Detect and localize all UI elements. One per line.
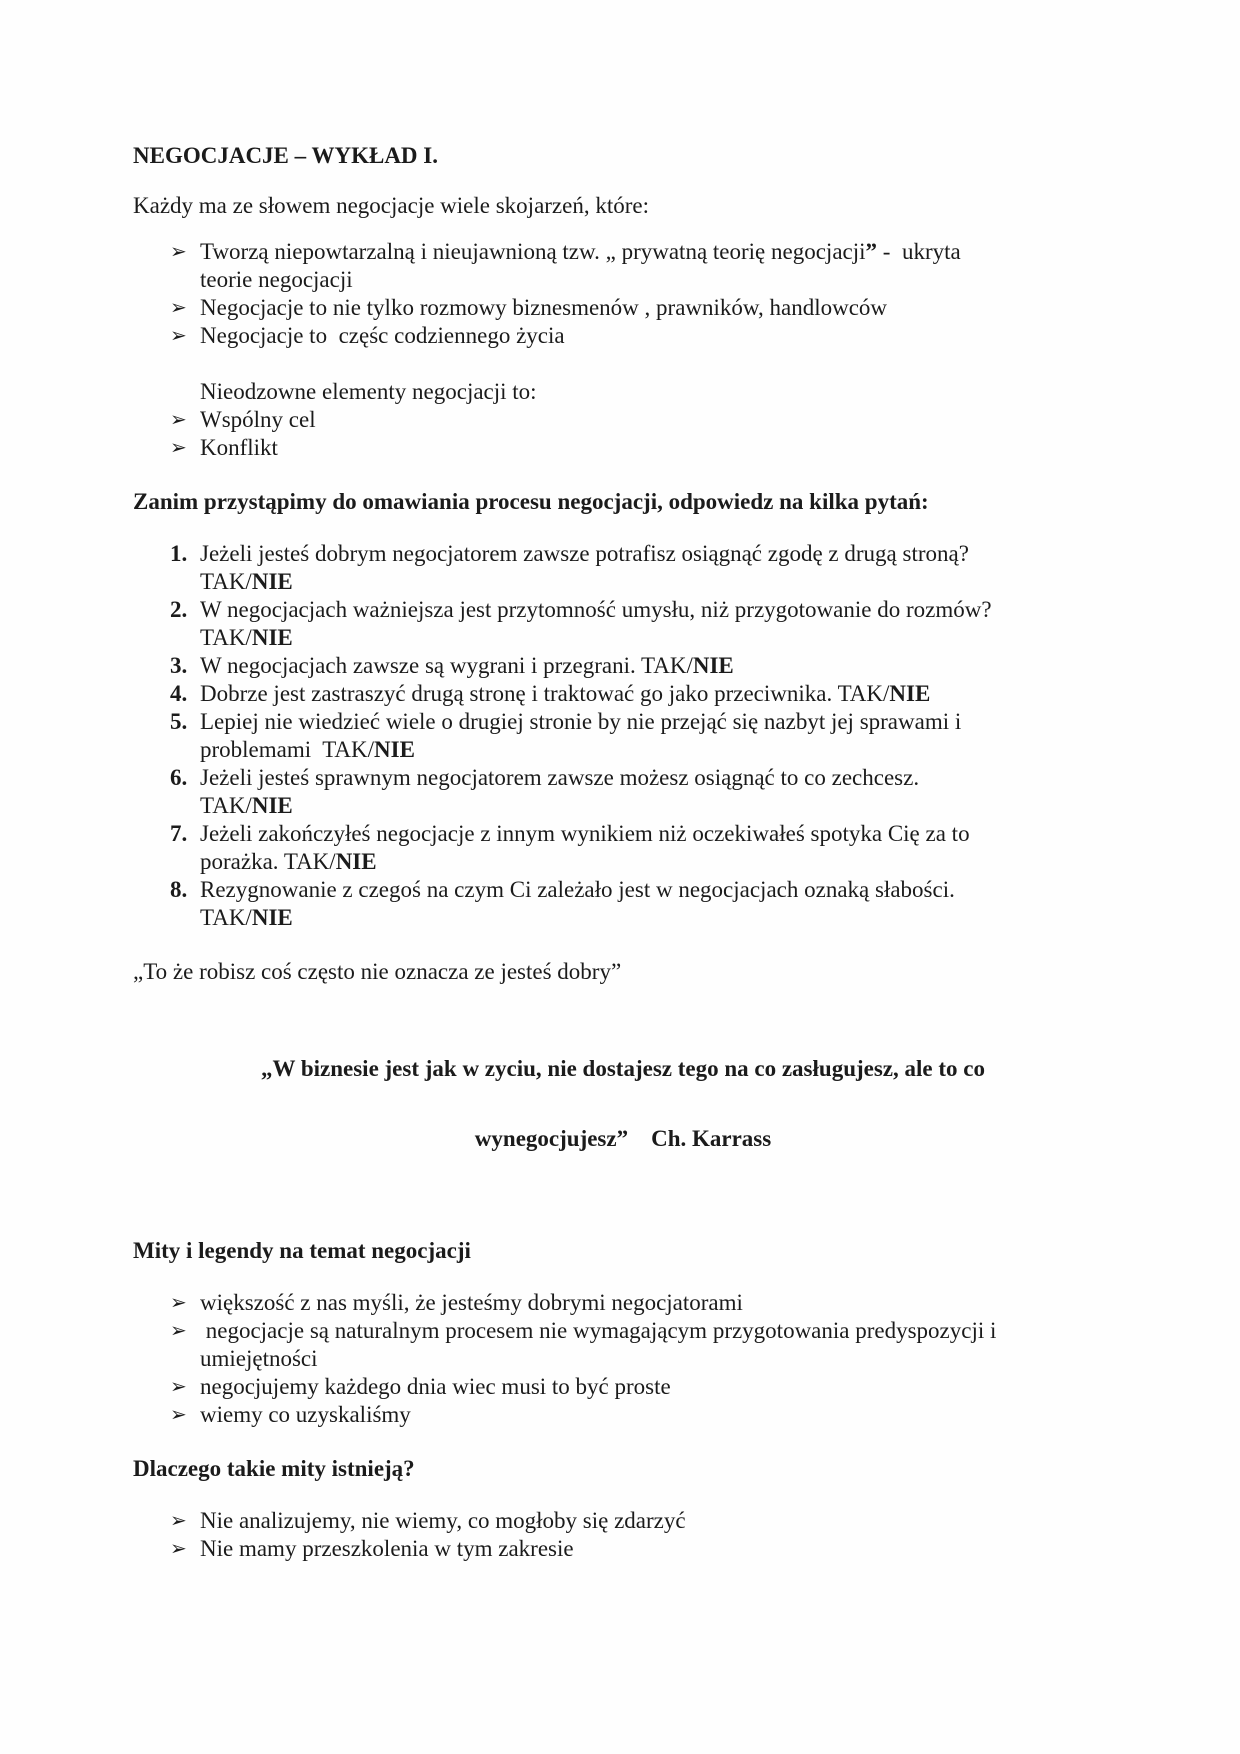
- element-item: [133, 406, 1090, 434]
- question-item: [133, 652, 1090, 680]
- question-item-text: W negocjacjach ważniejsza jest przytomność umysłu, niż przygotowanie do rozmów? TAK/NIE: [200, 597, 992, 650]
- myth-item: [133, 1317, 1090, 1373]
- why-heading: Dlaczego takie mity istnieją?: [133, 1456, 415, 1481]
- myths-list: [133, 1289, 1090, 1429]
- elements-intro: Nieodzowne elementy negocjacji to:: [200, 379, 537, 404]
- association-item: [133, 238, 1090, 294]
- arrow-bullet-icon: ➢: [170, 409, 187, 431]
- question-item-text: Rezygnowanie z czegoś na czym Ci zależało jest w negocjacjach oznaką słabości. TAK/NIE: [200, 877, 955, 930]
- myth-item: [133, 1401, 1090, 1429]
- myth-item-text: negocjacje są naturalnym procesem nie wymagającym przygotowania predyspozycji i umiejętności: [200, 1318, 997, 1371]
- intro-paragraph: Każdy ma ze słowem negocjacje wiele skojarzeń, które:: [133, 193, 649, 218]
- arrow-bullet-icon: ➢: [170, 437, 187, 459]
- list-number: 8.: [170, 877, 188, 902]
- association-item: [133, 294, 1090, 322]
- myth-item-text: większość z nas myśli, że jesteśmy dobrymi negocjatorami: [200, 1290, 743, 1315]
- question-item-text: Jeżeli zakończyłeś negocjacje z innym wynikiem niż oczekiwałeś spotyka Cię za to porażka. TAK/NIE: [200, 821, 970, 874]
- list-number: 5.: [170, 709, 188, 734]
- questions-heading: Zanim przystąpimy do omawiania procesu negocjacji, odpowiedz na kilka pytań:: [133, 489, 929, 514]
- question-item: [133, 596, 1090, 652]
- question-item-text: W negocjacjach zawsze są wygrani i przegrani. TAK/NIE: [200, 653, 734, 678]
- question-item: [133, 876, 1090, 932]
- arrow-bullet-icon: ➢: [170, 1320, 187, 1342]
- reason-item-text: Nie mamy przeszkolenia w tym zakresie: [200, 1536, 574, 1561]
- myth-item-text: negocjujemy każdego dnia wiec musi to być proste: [200, 1374, 671, 1399]
- document-title: NEGOCJACJE – WYKŁAD I.: [133, 143, 438, 168]
- elements-list: [133, 406, 1090, 462]
- list-number: 4.: [170, 681, 188, 706]
- reason-item: [133, 1507, 1090, 1535]
- quote-line: „To że robisz coś często nie oznacza ze jesteś dobry”: [133, 959, 622, 984]
- question-item-text: Jeżeli jesteś dobrym negocjatorem zawsze potrafisz osiągnąć zgodę z drugą stroną? TAK/NIE: [200, 541, 969, 594]
- question-item-text: Jeżeli jesteś sprawnym negocjatorem zawsze możesz osiągnąć to co zechcesz. TAK/NIE: [200, 765, 920, 818]
- reasons-list: [133, 1507, 1090, 1563]
- centered-quote-line2: wynegocjujesz” Ch. Karrass: [474, 1126, 772, 1151]
- list-number: 2.: [170, 597, 188, 622]
- association-item-text: Tworzą niepowtarzalną i nieujawnioną tzw. „ prywatną teorię negocjacji” - ukryta teorie negocjacji: [200, 239, 961, 292]
- arrow-bullet-icon: ➢: [170, 1376, 187, 1398]
- association-item: [133, 322, 1090, 350]
- list-number: 7.: [170, 821, 188, 846]
- reason-item-text: Nie analizujemy, nie wiemy, co mogłoby się zdarzyć: [200, 1508, 686, 1533]
- reason-item: [133, 1535, 1090, 1563]
- list-number: 3.: [170, 653, 188, 678]
- list-number: 6.: [170, 765, 188, 790]
- element-item-text: Wspólny cel: [200, 407, 316, 432]
- question-item-text: Lepiej nie wiedzieć wiele o drugiej stronie by nie przejąć się nazbyt jej sprawami i problemami TAK/NIE: [200, 709, 962, 762]
- myth-item: [133, 1373, 1090, 1401]
- association-item-text: Negocjacje to częśc codziennego życia: [200, 323, 565, 348]
- question-item: [133, 820, 1090, 876]
- questions-list: [133, 540, 1090, 932]
- arrow-bullet-icon: ➢: [170, 1538, 187, 1560]
- associations-list: [133, 238, 1090, 350]
- arrow-bullet-icon: ➢: [170, 1292, 187, 1314]
- list-number: 1.: [170, 541, 188, 566]
- arrow-bullet-icon: ➢: [170, 297, 187, 319]
- question-item: [133, 764, 1090, 820]
- element-item: [133, 434, 1090, 462]
- centered-quote: [173, 1016, 1050, 1191]
- arrow-bullet-icon: ➢: [170, 241, 187, 263]
- question-item: [133, 680, 1090, 708]
- association-item-text: Negocjacje to nie tylko rozmowy biznesmenów , prawników, handlowców: [200, 295, 888, 320]
- question-item-text: Dobrze jest zastraszyć drugą stronę i traktować go jako przeciwnika. TAK/NIE: [200, 681, 931, 706]
- myth-item-text: wiemy co uzyskaliśmy: [200, 1402, 411, 1427]
- arrow-bullet-icon: ➢: [170, 1510, 187, 1532]
- element-item-text: Konflikt: [200, 435, 278, 460]
- arrow-bullet-icon: ➢: [170, 1404, 187, 1426]
- myths-heading: Mity i legendy na temat negocjacji: [133, 1238, 471, 1263]
- question-item: [133, 540, 1090, 596]
- myth-item: [133, 1289, 1090, 1317]
- arrow-bullet-icon: ➢: [170, 325, 187, 347]
- centered-quote-line1: „W biznesie jest jak w zyciu, nie dostajesz tego na co zasługujesz, ale to co: [261, 1056, 985, 1081]
- question-item: [133, 708, 1090, 764]
